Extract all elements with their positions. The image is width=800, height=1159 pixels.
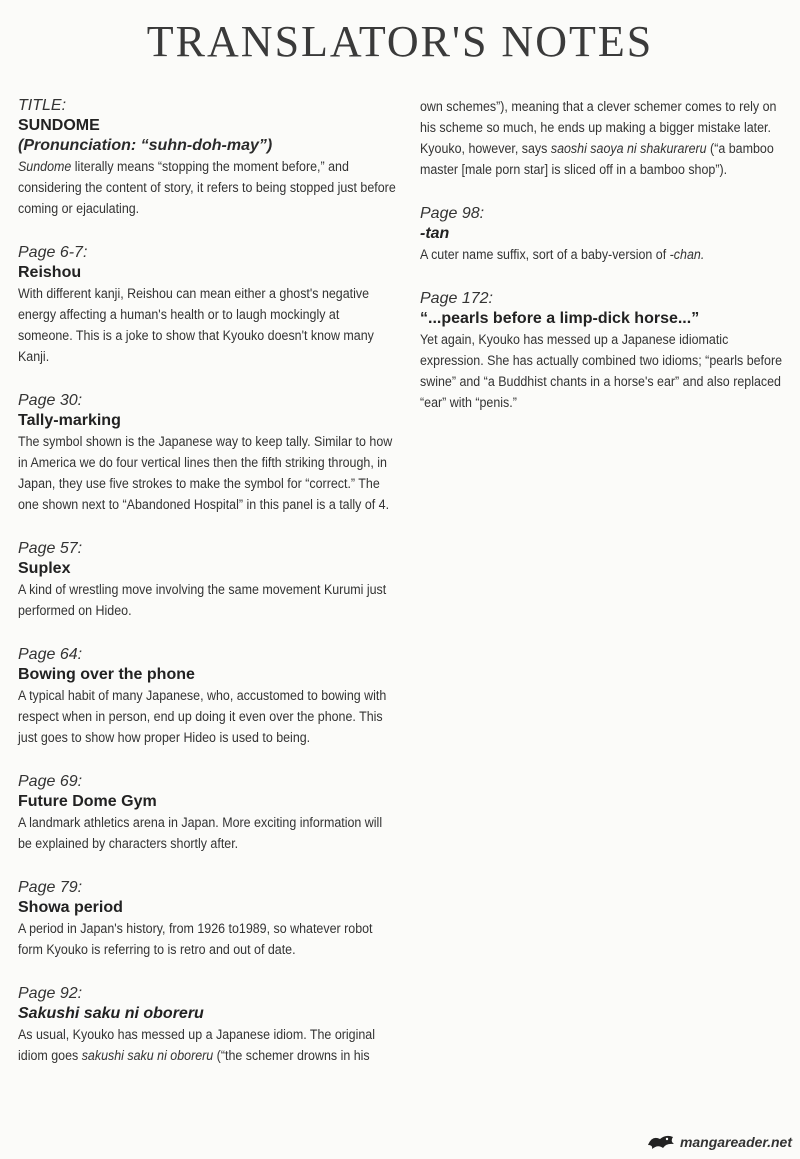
left-column xyxy=(18,96,398,1090)
note-title xyxy=(18,96,398,219)
note-term: “...pearls before a limp-dick horse...” xyxy=(420,310,700,327)
note-label: Page 57: xyxy=(18,540,83,557)
note-term: SUNDOME xyxy=(18,117,100,134)
note-page-57 xyxy=(18,539,398,621)
note-body: A period in Japan's history, from 1926 to1989, so whatever robot form Kyouko is referring to is retro and out of date. xyxy=(18,921,373,957)
note-term: Showa period xyxy=(18,899,123,916)
note-pronunciation: (Pronunciation: “suhn-doh-may”) xyxy=(18,137,273,154)
note-body: own schemes”), meaning that a clever schemer comes to rely on his scheme so much, he ends up making a bigger mistake later. Kyouko, however, says saoshi saoya ni shakurareru (“a bamboo master [male porn star] is sliced off in a bamboo shop”). xyxy=(420,99,777,177)
note-label: TITLE: xyxy=(18,97,67,114)
note-page-69 xyxy=(18,772,398,854)
note-page-98 xyxy=(420,204,792,265)
note-page-6-7 xyxy=(18,243,398,367)
note-term: Reishou xyxy=(18,264,82,281)
note-label: Page 79: xyxy=(18,879,83,896)
note-page-172 xyxy=(420,289,792,413)
note-term: -tan xyxy=(420,225,450,242)
right-column xyxy=(420,96,792,437)
page-title: TRANSLATOR'S NOTES xyxy=(146,17,654,66)
note-page-92 xyxy=(18,984,398,1066)
note-label: Page 6-7: xyxy=(18,244,88,261)
note-page-79 xyxy=(18,878,398,960)
note-label: Page 172: xyxy=(420,290,493,307)
note-page-92-continued xyxy=(420,96,792,180)
note-body: A typical habit of many Japanese, who, accustomed to bowing with respect when in person, end up doing it even over the phone. This just goes to show how proper Hideo is used to being. xyxy=(18,688,387,745)
note-term: Sakushi saku ni oboreru xyxy=(18,1005,204,1022)
note-body: Yet again, Kyouko has messed up a Japanese idiomatic expression. She has actually combined two idioms; “pearls before swine” and “a Buddhist chants in a horse's ear” and also replaced “ear” with “penis.” xyxy=(420,332,783,410)
watermark xyxy=(646,1133,792,1151)
note-term: Bowing over the phone xyxy=(18,666,195,683)
note-body: With different kanji, Reishou can mean either a ghost's negative energy affecting a human's health or to laugh mockingly at someone. This is a joke to show that Kyouko doesn't know many Kanji. xyxy=(18,286,374,364)
note-label: Page 69: xyxy=(18,773,83,790)
note-body: The symbol shown is the Japanese way to keep tally. Similar to how in America we do four vertical lines then the fifth striking through, in Japan, they use five strokes to make the symbol for “correct.” The one shown next to “Abandoned Hospital” in this panel is a tally of 4. xyxy=(18,434,393,512)
note-label: Page 64: xyxy=(18,646,83,663)
note-term: Future Dome Gym xyxy=(18,793,157,810)
note-body: Sundome literally means “stopping the moment before,” and considering the content of story, it refers to being stopped just before coming or ejaculating. xyxy=(18,159,396,216)
note-label: Page 30: xyxy=(18,392,83,409)
note-body: A landmark athletics arena in Japan. More exciting information will be explained by characters shortly after. xyxy=(18,815,383,851)
note-body: As usual, Kyouko has messed up a Japanese idiom. The original idiom goes sakushi saku ni oboreru (“the schemer drowns in his xyxy=(18,1027,375,1063)
watermark-text: mangareader.net xyxy=(679,1134,792,1150)
note-page-64 xyxy=(18,645,398,748)
note-term: Tally-marking xyxy=(18,412,121,429)
note-page-30 xyxy=(18,391,398,515)
note-body: A kind of wrestling move involving the same movement Kurumi just performed on Hideo. xyxy=(18,582,387,618)
mangareader-logo-icon xyxy=(646,1133,676,1151)
note-body: A cuter name suffix, sort of a baby-version of -chan. xyxy=(420,247,705,262)
note-term: Suplex xyxy=(18,560,71,577)
note-label: Page 92: xyxy=(18,985,83,1002)
note-label: Page 98: xyxy=(420,205,485,222)
